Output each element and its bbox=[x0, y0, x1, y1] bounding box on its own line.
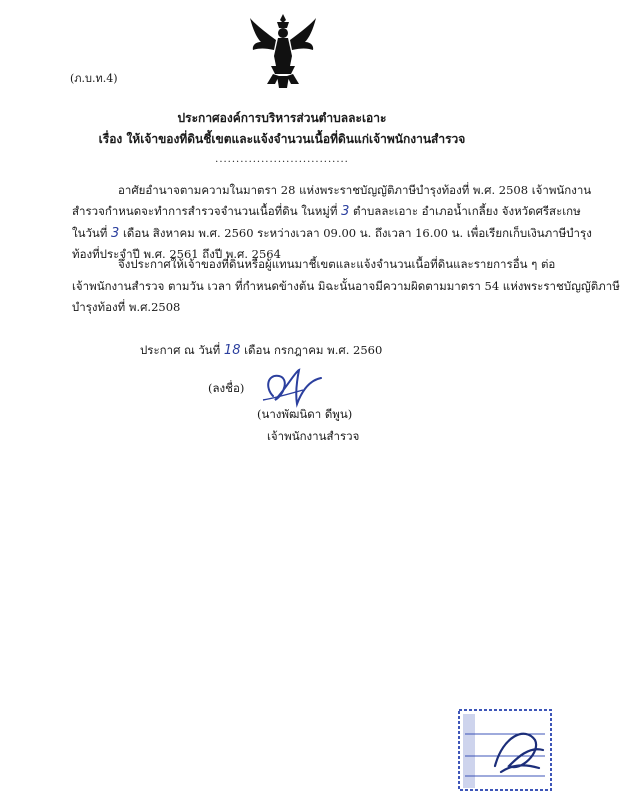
para1-line1: อาศัยอำนาจตามความในมาตรา 28 แห่งพระราชบัญญัติภาษีบำรุงท้องที่ พ.ศ. 2508 เจ้าพนักงาน bbox=[118, 183, 592, 197]
para1-line2-text-a: สำรวจกำหนดจะทำการสำรวจจำนวนเนื้อที่ดิน ในหมู่ที่ bbox=[72, 204, 338, 218]
para2-line1: จึงประกาศให้เจ้าของที่ดินหรือผู้แทนมาชี้เขตและแจ้งจำนวนเนื้อที่ดินและรายการอื่น ๆ ต่อ bbox=[118, 257, 556, 271]
announcement-date bbox=[140, 342, 382, 359]
announcement-subject: เรื่อง ให้เจ้าของที่ดินชี้เขตและแจ้งจำนวนเนื้อที่ดินแก่เจ้าพนักงานสำรวจ bbox=[98, 132, 466, 146]
receipt-stamp bbox=[455, 706, 555, 794]
title-divider: ................................ bbox=[215, 154, 349, 165]
signer-name: (นางพัฒนิดา ดีพูน) bbox=[257, 407, 353, 421]
para1-line3-text-b: เดือน สิงหาคม พ.ศ. 2560 ระหว่างเวลา 09.00 น. ถึงเวลา 16.00 น. เพื่อเรียกเก็บเงินภาษีบำรุง bbox=[122, 226, 592, 240]
garuda-emblem bbox=[247, 12, 319, 92]
para2-line3: บำรุงท้องที่ พ.ศ.2508 bbox=[72, 300, 181, 314]
announcement-title: ประกาศองค์การบริหารส่วนตำบลละเอาะ bbox=[177, 111, 387, 125]
signer-position: เจ้าพนักงานสำรวจ bbox=[267, 429, 360, 443]
para1-line2-text-b: ตำบลละเอาะ อำเภอน้ำเกลี้ยง จังหวัดศรีสะเกษ bbox=[353, 204, 581, 218]
handwritten-day-number: 3 bbox=[111, 226, 120, 241]
para2-line2: เจ้าพนักงานสำรวจ ตามวัน เวลา ที่กำหนดข้างต้น มิฉะนั้นอาจมีความผิดตามมาตรา 54 แห่งพระราชบัญญัติภาษี bbox=[72, 279, 620, 293]
handwritten-moo-number: 3 bbox=[341, 204, 350, 219]
date-suffix: เดือน กรกฎาคม พ.ศ. 2560 bbox=[244, 343, 383, 357]
signature-label: (ลงชื่อ) bbox=[208, 381, 245, 395]
date-prefix: ประกาศ ณ วันที่ bbox=[140, 343, 221, 357]
para1-line3-text-a: ในวันที่ bbox=[72, 226, 108, 240]
form-code: (ภ.บ.ท.4) bbox=[70, 72, 118, 85]
handwritten-signature bbox=[255, 366, 325, 408]
para1-line2 bbox=[72, 203, 581, 220]
para1-line3 bbox=[72, 225, 592, 242]
para1-line4: ท้องที่ประจำปี พ.ศ. 2561 ถึงปี พ.ศ. 2564 bbox=[72, 247, 281, 261]
handwritten-date-day: 18 bbox=[223, 343, 241, 358]
